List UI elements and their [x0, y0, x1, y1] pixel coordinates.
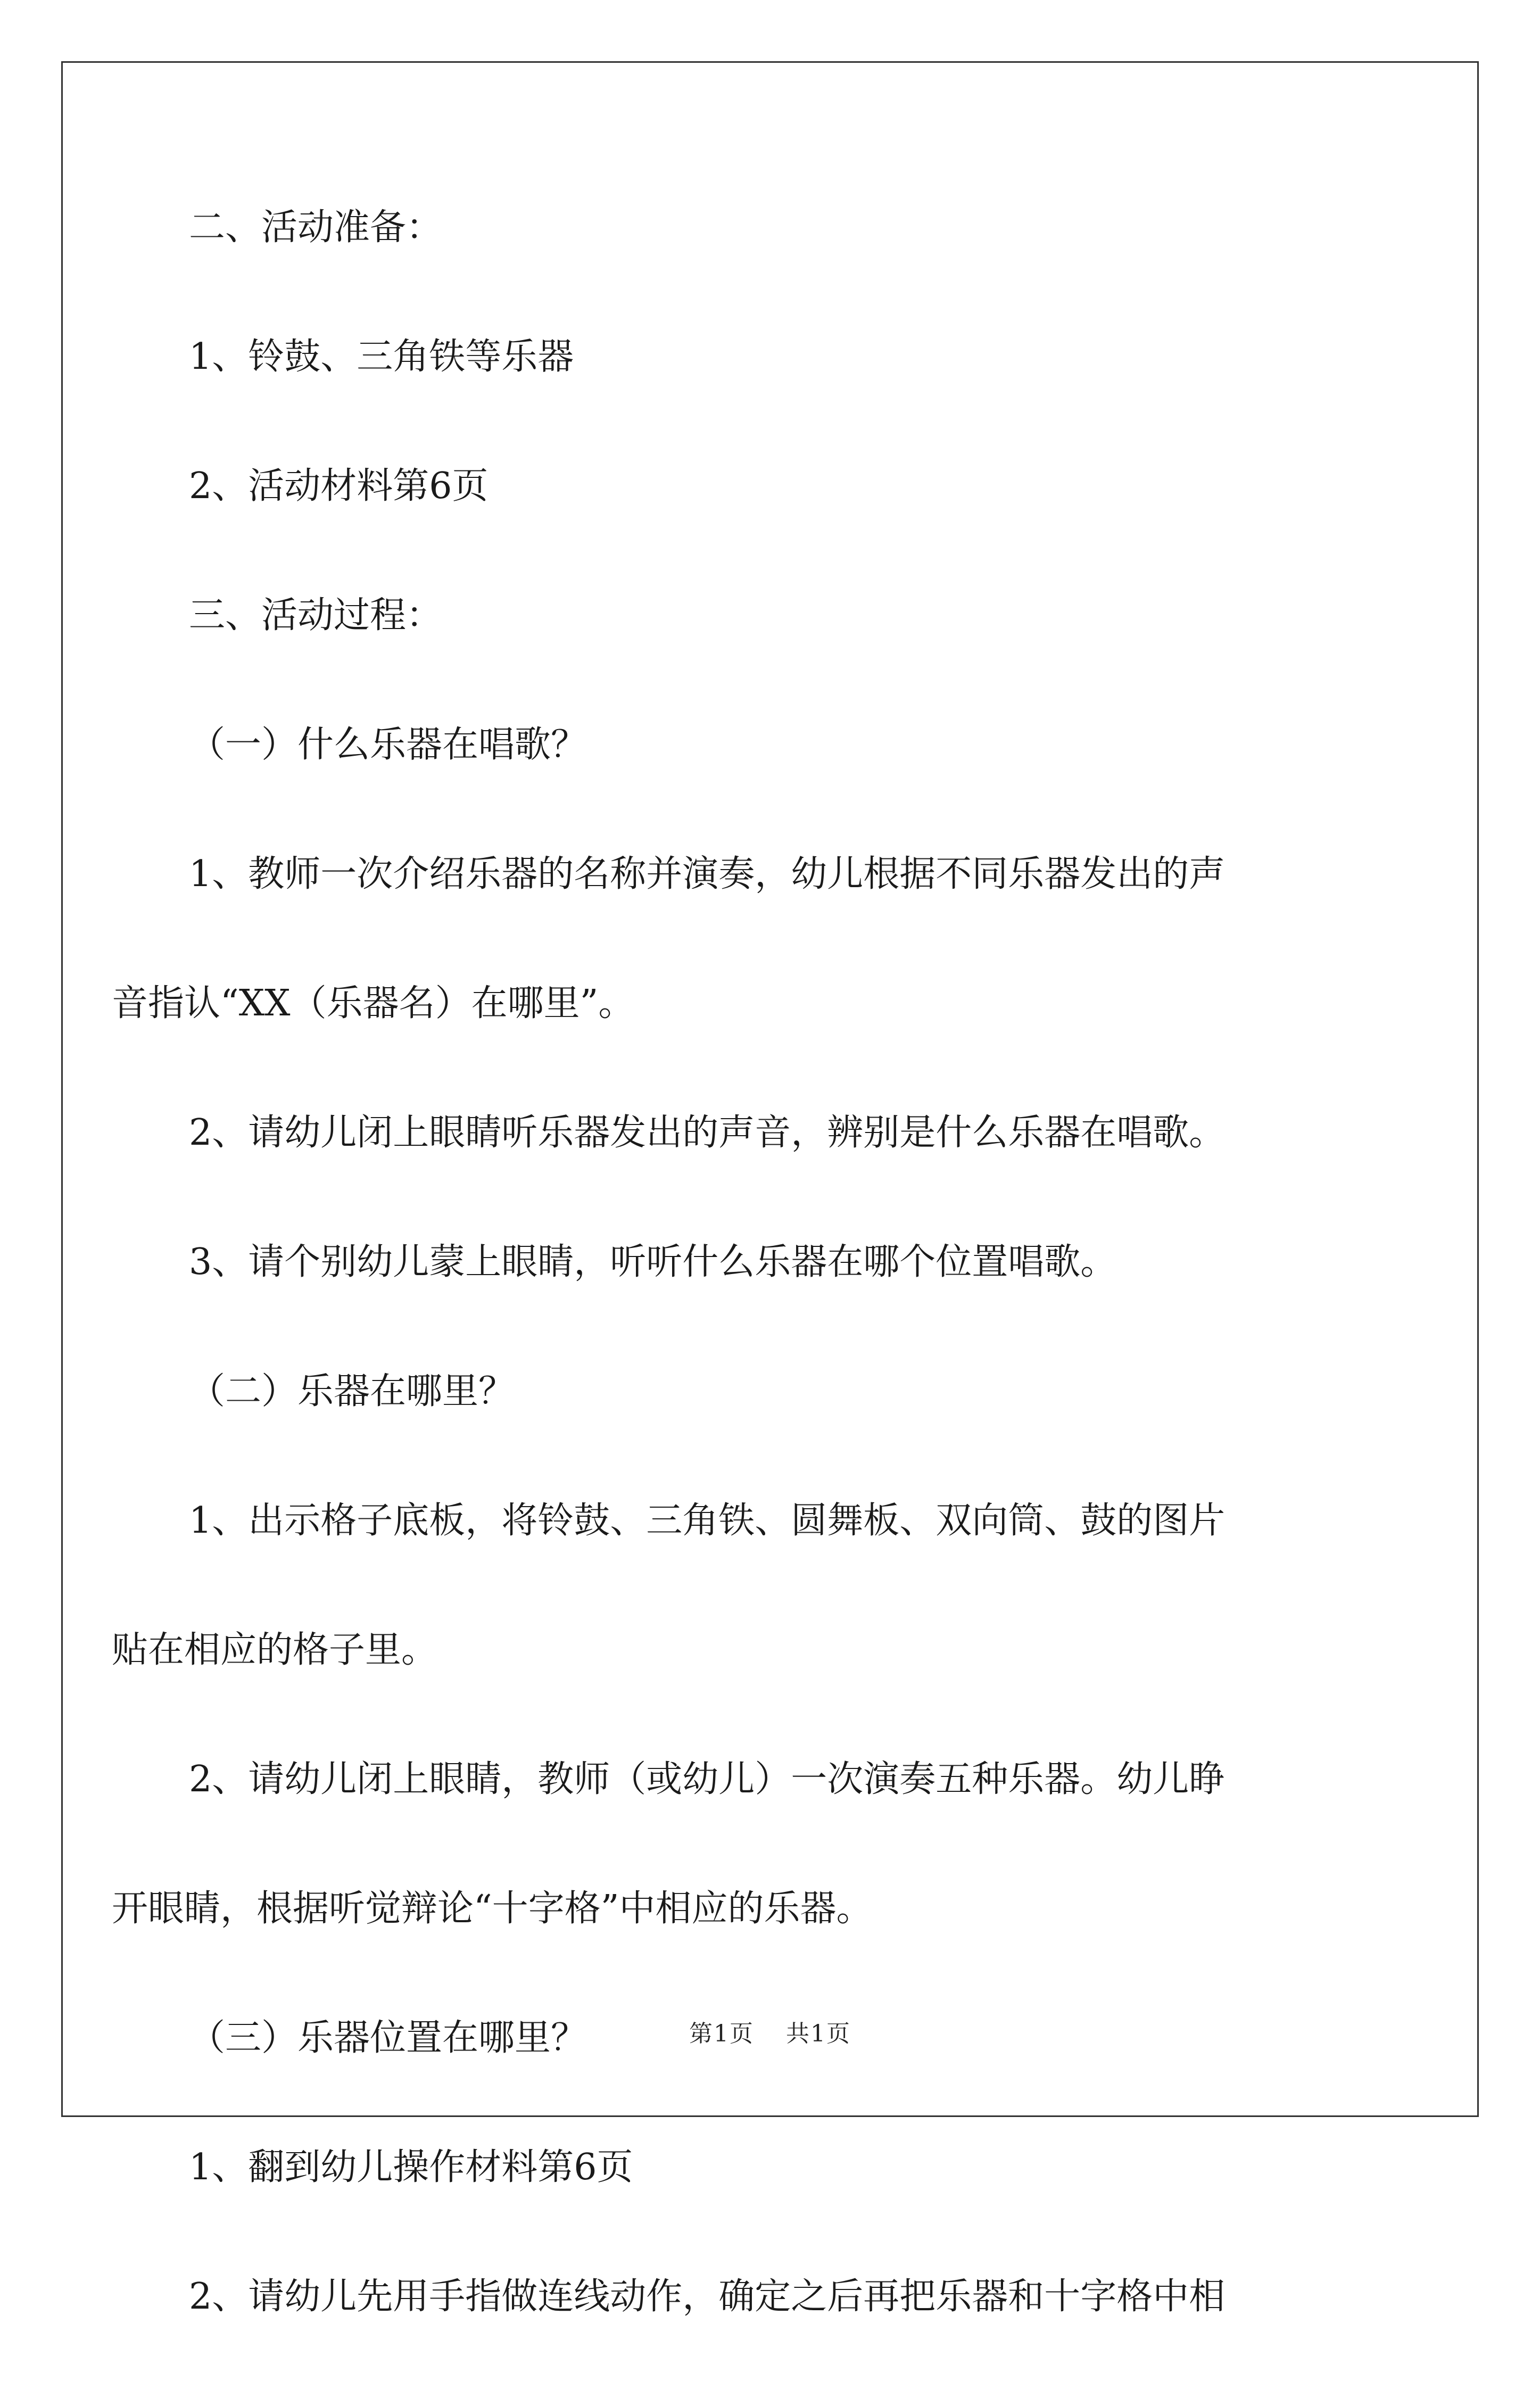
- paragraph-line: 2、请幼儿闭上眼睛，教师（或幼儿）一次演奏五种乐器。幼儿睁: [189, 1758, 1226, 1800]
- subsection-heading: （一）什么乐器在唱歌？: [189, 724, 587, 766]
- paragraph-line: 开眼睛，根据听觉辩论“十字格”中相应的乐器。: [112, 1888, 873, 1930]
- section-heading-preparation: 二、活动准备：: [189, 206, 443, 249]
- list-item: 2、请幼儿先用手指做连线动作，确定之后再把乐器和十字格中相: [189, 2276, 1226, 2318]
- list-item: [112, 1758, 1360, 1930]
- page-total: 共1页: [786, 2020, 851, 2047]
- paragraph-line: 音指认“XX（乐器名）在哪里”。: [112, 982, 635, 1024]
- page-footer: [0, 2014, 1540, 2048]
- page-number: 第1页: [689, 2020, 754, 2047]
- subsection-heading: （二）乐器在哪里？: [189, 1370, 515, 1412]
- paragraph-line: 1、出示格子底板，将铃鼓、三角铁、圆舞板、双向筒、鼓的图片: [189, 1500, 1226, 1542]
- paragraph-line: 贴在相应的格子里。: [112, 1629, 438, 1671]
- list-item: [112, 853, 1360, 1024]
- subsection-heading: （三）乐器位置在哪里？: [189, 2017, 587, 2059]
- paragraph-line: 1、教师一次介绍乐器的名称并演奏，幼儿根据不同乐器发出的声: [189, 853, 1226, 895]
- list-item: 2、请幼儿闭上眼睛听乐器发出的声音，辨别是什么乐器在唱歌。: [189, 1112, 1226, 1154]
- list-item: 1、翻到幼儿操作材料第6页: [189, 2146, 633, 2188]
- list-item: 3、请个别幼儿蒙上眼睛，听听什么乐器在哪个位置唱歌。: [189, 1241, 1117, 1283]
- list-item: 1、铃鼓、三角铁等乐器: [189, 336, 574, 378]
- document-body: [112, 206, 1360, 2406]
- list-item: [112, 1500, 1360, 1671]
- section-heading-process: 三、活动过程：: [189, 594, 443, 636]
- list-item: 2、活动材料第6页: [189, 465, 489, 507]
